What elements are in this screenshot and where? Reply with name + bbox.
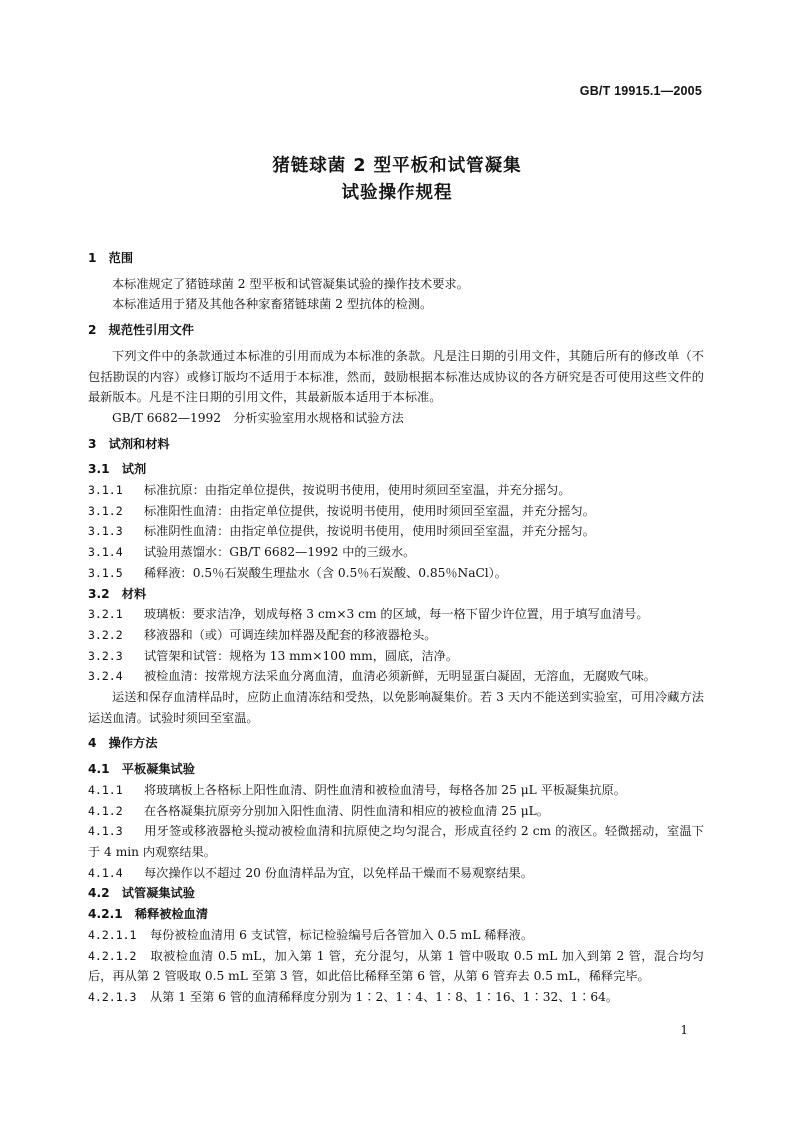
- clause-number: 3.2.4: [88, 669, 123, 684]
- clause-number: 3.2.1: [88, 607, 123, 622]
- clause-text: 玻璃板：要求洁净，划成每格 3 cm×3 cm 的区域，每一格下留少许位置，用于填写血清号。: [144, 607, 649, 622]
- clause-number: 4.1.3: [88, 824, 123, 839]
- clause-number: 4.2.1.3: [88, 989, 137, 1004]
- clause-number: 3.1.4: [88, 545, 123, 560]
- list-item: [88, 563, 704, 584]
- subsection-heading: 4.1 平板凝集试验: [88, 762, 195, 777]
- clause-text: 将玻璃板上各格标上阳性血清、阴性血清和被检血清号，每格各加 25 μL 平板凝集抗原。: [144, 782, 626, 797]
- clause-text: 试管架和试管：规格为 13 mm×100 mm，圆底，洁净。: [144, 648, 459, 663]
- list-item: [88, 604, 704, 625]
- list-item: [88, 480, 704, 501]
- list-item: [88, 987, 704, 1008]
- clause-text: 试验用蒸馏水：GB/T 6682—1992 中的三级水。: [144, 545, 416, 560]
- clause-number: 4.1.4: [88, 865, 123, 880]
- section-heading: 3 试剂和材料: [88, 436, 170, 451]
- clause-number: 4.2.1.2: [88, 948, 137, 963]
- clause-number: 3.1.1: [88, 483, 123, 498]
- clause-number: 3.2.2: [88, 627, 123, 642]
- list-item: [88, 501, 704, 522]
- clause-number: 4.2.1.1: [88, 927, 137, 942]
- normative-reference: GB/T 6682—1992 分析实验室用水规格和试验方法: [112, 410, 404, 425]
- list-item: [88, 646, 704, 667]
- subsection-heading: 3.2 材料: [88, 586, 147, 601]
- section-heading: 2 规范性引用文件: [88, 323, 194, 338]
- subsection-heading: 4.2.1 稀释被检血清: [88, 907, 209, 922]
- clause-text: 在各格凝集抗原旁分别加入阳性血清、阴性血清和相应的被检血清 25 μL。: [144, 803, 549, 818]
- clause-text: 标准阳性血清：由指定单位提供，按说明书使用，使用时须回至室温，并充分摇匀。: [144, 503, 595, 518]
- doc-title-line-2: 试验操作规程: [341, 183, 453, 203]
- list-item: [88, 801, 704, 822]
- list-item: [88, 925, 704, 946]
- doc-title-line-1: 猪链球菌 2 型平板和试管凝集: [272, 156, 522, 176]
- paragraph: 本标准适用于猪及其他各种家畜猪链球菌 2 型抗体的检测。: [112, 297, 433, 312]
- subsection-heading: 3.1 试剂: [88, 462, 147, 477]
- clause-text: 每份被检血清用 6 支试管，标记检验编号后各管加入 0.5 mL 稀释液。: [150, 927, 534, 942]
- clause-text: 取被检血清 0.5 mL，加入第 1 管，充分混匀，从第 1 管中吸取 0.5 mL 加入到第 2 管，混合均匀后，再从第 2 管吸取 0.5 mL 至第 3 管，如此倍比稀释至第 6 管，从第 6 管弃去 0.5 mL，稀释完毕。: [88, 948, 704, 984]
- paragraph: 下列文件中的条款通过本标准的引用而成为本标准的条款。凡是注日期的引用文件，其随后所有的修改单（不包括勘误的内容）或修订版均不适用于本标准，然而，鼓励根据本标准达成协议的各方研究是否可使用这些文件的最新版本。凡是不注日期的引用文件，其最新版本适用于本标准。: [88, 348, 704, 405]
- list-item: [88, 946, 704, 987]
- clause-number: 3.1.5: [88, 565, 123, 580]
- clause-text: 被检血清：按常规方法采血分离血清，血清必须新鲜，无明显蛋白凝固，无溶血，无腐败气味。: [144, 669, 656, 684]
- paragraph: 本标准规定了猪链球菌 2 型平板和试管凝集试验的操作技术要求。: [112, 276, 469, 291]
- clause-text: 标准阴性血清：由指定单位提供，按说明书使用，使用时须回至室温，并充分摇匀。: [144, 524, 595, 539]
- paragraph: 运送和保存血清样品时，应防止血清冻结和受热，以免影响凝集价。若 3 天内不能送到实验室，可用冷藏方法运送血清。试验时须回至室温。: [88, 690, 704, 725]
- list-item: [88, 863, 704, 884]
- clause-number: 3.2.3: [88, 648, 123, 663]
- subsection-heading: 4.2 试管凝集试验: [88, 886, 195, 901]
- clause-text: 用牙签或移液器枪头搅动被检血清和抗原使之均匀混合，形成直径约 2 cm 的液区。轻微摇动，室温下于 4 min 内观察结果。: [88, 824, 704, 859]
- list-item: [88, 625, 704, 646]
- list-item: [88, 542, 704, 563]
- list-item: [88, 780, 704, 801]
- page-number: 1: [680, 1023, 688, 1037]
- clause-text: 每次操作以不超过 20 份血清样品为宜，以免样品干燥而不易观察结果。: [144, 865, 533, 880]
- clause-text: 移液器和（或）可调连续加样器及配套的移液器枪头。: [144, 627, 437, 642]
- clause-number: 3.1.2: [88, 503, 123, 518]
- clause-text: 从第 1 至第 6 管的血清稀释度分别为 1∶2、1∶4、1∶8、1∶16、1∶32、1∶64。: [150, 989, 619, 1004]
- clause-text: 稀释液：0.5％石炭酸生理盐水（含 0.5％石炭酸、0.85％NaCl）。: [144, 565, 507, 580]
- clause-text: 标准抗原：由指定单位提供，按说明书使用，使用时须回至室温，并充分摇匀。: [144, 483, 571, 498]
- list-item: [88, 821, 704, 862]
- section-heading: 1 范围: [88, 251, 134, 265]
- clause-number: 4.1.2: [88, 803, 123, 818]
- section-heading: 4 操作方法: [88, 736, 158, 751]
- list-item: [88, 521, 704, 542]
- clause-number: 3.1.3: [88, 524, 123, 539]
- clause-number: 4.1.1: [88, 782, 123, 797]
- standard-number: GB/T 19915.1—2005: [579, 84, 702, 98]
- document-body: [88, 243, 704, 1008]
- list-item: [88, 666, 704, 687]
